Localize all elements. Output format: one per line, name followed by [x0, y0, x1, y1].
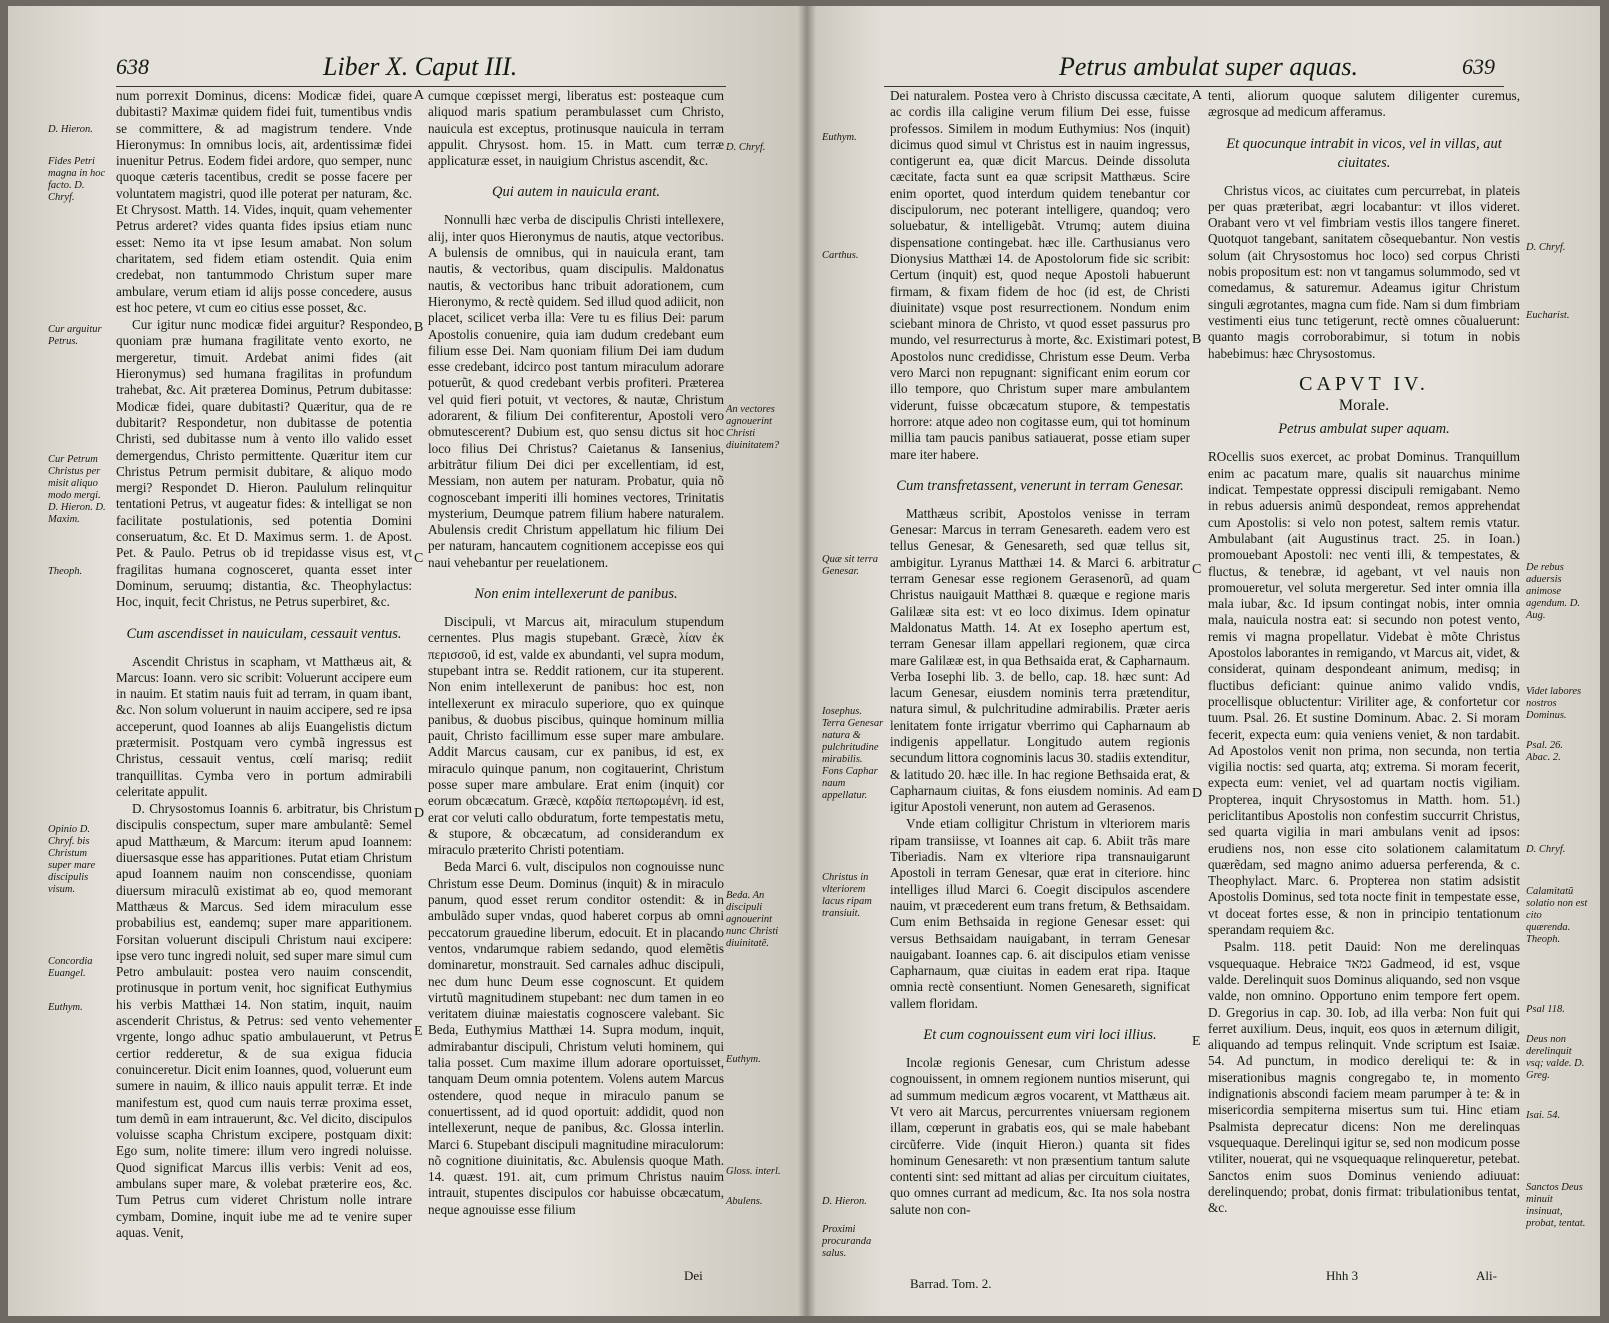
head-rule-right [884, 86, 1504, 87]
margin-note: Beda. An discipuli agnouerint nunc Christi diuinitatẽ. [726, 890, 779, 949]
lemma-heading: Non enim intellexerunt de panibus. [474, 586, 678, 603]
margin-note: Videt labores nostros Dominus. [1526, 686, 1582, 721]
head-rule-left [116, 86, 726, 87]
text-column-2 [428, 88, 724, 1313]
signature-mark: Hhh 3 [1326, 1268, 1359, 1283]
paragraph: cumque cœpisset mergi, liberatus est: posteaque cum aliquod maris spatium perambulasset cum Christo, nauicula est exceptus, protinusque nauicula in terram appulit. Chrysost. hom. 15. in Matt. cum terræ applicaturæ esset, in nauigium Christus ascendit, &c. [428, 88, 724, 169]
section-letter: A [414, 88, 425, 103]
right-page [804, 6, 1600, 1316]
paragraph: Matthæus scribit, Apostolos venisse in terram Genesar: Marcus in terram Genesareth. eadem vero est tellus Genesar, & Genesareth, sed quæ tellus sit, ambigitur. Lyranus Matthæi 14. & Marci 6. arbitratur terram Genesar esse regionem Gerasenorũ, ad quam Christus nauigauit Matthæi 8. quæque e regione maris Galilææ sita est: vt eo loco diximus. Idem opinatur Maldonatus Matth. 14. At ex Iosepho apertum est, terram Genesar illam appellari regionem, quæ circa mare Galilææ est, in qua Bethsaida erat, & Capharnaum. Verba Iosephi lib. 3. de bello, cap. 18. hæc sunt: Ad lacum Genesar, eiusdem nominis terra prætenditur, natura simul, & pulchritudine admirabilis. Præter aeris lenitatem fonte irrigatur vberrimo qui Capharnaum ab indigenis appellatur. Longitudo autem regionis secundum littora cognominis lacus 30. stadiis extenditur, & latitudo 20. hæc ille. In hac regione Bethsaida erat, & Capharnaum ciuitas, & fons eiusdem nominis. Ad eam igitur Apostoli venerunt, non autem ad Gerasenos. [890, 505, 1190, 815]
section-letter: C [1192, 562, 1202, 577]
text-column-2 [1208, 88, 1520, 1278]
lemma-heading: Qui autem in nauicula erant. [492, 184, 660, 201]
margin-note: Abulens. [726, 1196, 763, 1207]
paragraph: Psalm. 118. petit Dauid: Non me derelinquas vsquequaque. Hebraice גמאד Gadmeod, id est, vsque valde. Derelinquit suos Dominus aliquando, sed non vsque valde, non omnino. Opportuno enim tempore fert opem. D. Gregorius in cap. 30. Iob, ad illa verba: Non fuit qui ferret auxilium. Deus, inquit, eos quos in æternum diligit, aliquando ad tempus relinquit. Vnde scriptum est Isaiæ. 54. Ad punctum, in modico dereliqui te: & in miserationibus magnis congregabo te, in momento indignationis abscondi faciem meam parumper à te: & in misericordia sempiterna misertus sum tui. Hinc etiam Psalmista deprecatur dicens: Non me derelinquas vsquequaque. Derelinqui igitur se, sed non modicum posse vtiliter, nouerat, qui ne vsquequaque relinqueretur, petebat. Sanctos enim suos Dominus veniendo adiuuat: derelinquendo; probat, donis firmat: tribulationibus tentat, &c. [1208, 939, 1520, 1216]
paragraph: Incolæ regionis Genesar, cum Christum adesse cognouissent, in omnem regionem nuntios miserunt, qui ad summum medicum ægros vocarent, vt Matthæus ait. Vt vero ait Marcus, percurrentes vniuersam regionem illam, cœperunt in grabatis eos, qui se male habebant circũferre. Vide (inquit Hieron.) quanta sit fides hominum Genesareth: vt non præsentium tantum salute contenti sint: sed mittant ad alias per circuitum ciuitates, quo omnes currant ad medicum, &c. Ita nos sola nostra salute non con- [890, 1055, 1190, 1217]
paragraph: num porrexit Dominus, dicens: Modicæ fidei, quare dubitasti? Maximæ quidem fidei fuit, tumentibus vndis se committere, & ad magistrum tendere. Vnde Hieronymus: In omnibus locis, ait, ardentissimæ fidei inuenitur Petrus. Eodem fidei ardore, quo semper, nunc quoque cæteris tacentibus, credit se posse facere per voluntatem magistri, quod ille poterat per naturam, &c. Et Chrysost. Matth. 14. Vides, inquit, quam vehementer Petrus arderet? vides quanta fides ipsius etiam nunc esset: Nemo ita vt ipse Iesum amabat. Non solum charitatem, sed fidem etiam ostendit. Quia enim credebat, non tantummodo Christum super mare ambulare, verum etiam id alijs posse concedere, ausus est hoc petere, vt cum eo citius esse posset, &c. [116, 88, 412, 315]
margin-note: D. Hieron. [822, 1196, 867, 1207]
lemma-heading: Et quocunque intrabit in vicos, vel in villas, aut ciuitates. [1226, 135, 1502, 171]
paragraph: Nonnulli hæc verba de discipulis Christi intellexere, alij, inter quos Hieronymus de nautis, atque vectoribus. A bulensis de omnibus, qui in nauicula erant, tam nautis, & vectoribus, quam discipulis. Maldonatus nautis, & vectoribus hanc tribuit adorationem, cum Hieronymo, & rectè quidem. Sed illud quod adiicit, non placet, scilicet verba illa: Vere tu es filius Dei: parum Apostolis conuenire, quia iam dudum credebant eum filium esse Dei. Nam quoniam filium Dei iam dudum esse credebant, idcirco post tantum miraculum adorare potuerũt, & quod credebant verbis profiteri. Præterea vel quid fieri potuit, vt vectores, & nautæ, Christum adorarent, & filium Dei confiterentur, Apostoli vero obmutescerent? Dubium est, quo sensu dictus sit hoc loco filius Dei Christus? Caietanus & Iansenius, arbitrãtur filium Dei dici per excellentiam, id est, Messiam, non autem per naturam. Probatur, quia nõ cognoscebant imperiti illi homines vectores, Trinitatis mysterium, Deumque patrem filium habere naturalem. Abulensis credit Christum appellatum hic filium Dei per naturam, hancautem cognitionem accepisse eos qui naui vehebantur per reuelationem. [428, 212, 724, 570]
catchword-right: Ali- [1476, 1268, 1497, 1283]
margin-note: D. Chryf. [1526, 242, 1566, 253]
margin-note: D. Chryf. [1526, 844, 1566, 855]
margin-note: Sanctos Deus minuit insinuat, probat, tentat. [1526, 1182, 1586, 1229]
running-head-right: Petrus ambulat super aquas. [1059, 52, 1358, 81]
margin-note: Opinio D. Chryf. bis Christum super mare discipulis visum. [48, 824, 96, 895]
footer-note: Barrad. Tom. 2. [910, 1276, 992, 1291]
catchword-left: Dei [684, 1268, 703, 1283]
margin-note: Psal. 26. Abac. 2. [1526, 740, 1564, 763]
margin-note: D. Hieron. [48, 124, 93, 135]
section-letter: E [414, 1024, 423, 1039]
paragraph: Christus vicos, ac ciuitates cum percurrebat, in plateis per quas præteribat, ægri locabantur: vt illos videret. Orabant vero vt vel fimbriam vestis illos tangere fineret. Quotquot tangebant, sanitatem cõsequebantur. Non vestis solum (ait Chrysostomus hoc loco) sed corpus Christi nobis propositum est: non vt tangamus solummodo, sed vt comedamus, & saturemur. Adeamus igitur Christum singuli ægrotantes, magna cum fide. Nam si dum fimbriam vestimenti eius tunc tetigerunt, rectè omnes cõualuerunt: quanto magis corroborabimur, si totum in nobis habebimus: hæc Chrysostomus. [1208, 182, 1520, 361]
page-number-right: 639 [1462, 54, 1495, 79]
margin-note: Euthym. [822, 132, 857, 143]
text-column-1 [890, 88, 1190, 1278]
paragraph: Beda Marci 6. vult, discipulos non cognouisse nunc Christum esse Deum. Dominus (inquit) & in miraculo panum, quod esset rerum conditor ostendit: & in ambulãdo super vndas, quod haberet corpus ab omni peccatorum grauedine liberum, edocuit. Et in placando ventos, vndarumque rabiem sedando, quod elemẽtis dominaretur, monstrauit. Sed carnales adhuc discipuli, nec dum hunc Deum esse cognoscunt. Et quidem virtutũ magnitudinem stupebant: nec dum tamen in eo veritatem diuinæ maiestatis cognoscere valebant. Sic Beda, Euthymius Matthæi 14. Supra modum, inquit, admirabantur discipuli, Christum veluti hominem, qui talia posset. Cum maxime illum adorare oportuisset, tanquam Deum omnia potentem. Volens autem Marcus ostendere, quod neque in miraculo panum se conuertissent, ad id quod oportuit: addidit, quod non intellexerunt, neque de panibus, &c. Glossa interlin. Marci 6. Stupebant discipuli magnitudine miraculorum: nõ cognitione diuinitatis, &c. Abulensis quoque Math. 14. quæst. 191. ait, cum primum Christus nauim intrauit, stupentes discipulos cor habuisse obcæcatum, neque agnouisse esse filium [428, 859, 724, 1217]
margin-note: Psal 118. [1526, 1004, 1565, 1015]
paragraph: D. Chrysostomus Ioannis 6. arbitratur, bis Christum discipulis conspectum, super mare ambulantẽ: Semel apud Matthæum, & Marcum: iterum apud Ioannem: diuersasque esse has apparitiones. Putat etiam Christum apud Ioannem nauim non conscendisse, quoniam diuersum miraculũ existimat ab eo, quod memorant Matthæus & Marcus. Sed idem miraculum esse probabilius est, eandemq; super mare apparitionem. Forsitan voluerunt discipuli Christum naui excipere: ipse vero tunc ingredi noluit, sed super mare simul cum Petro ambulauit: postea vero nauim conscendit, protinusque in portum venit, hoc significat Euthymius his verbis Matthæi 14. Non statim, inquit, nauim ascenderit Christus, & Petrus: sed vento vehementer vrgente, longo adhuc spatio ambulauerunt, vt Petrus certior redderetur, & de sua exigua fiducia conuinceretur. Dicit enim Ioannes, quod, voluerunt eum sumere in nauim, & illico nauis appulit terræ. Et inde manifestum est, quod cum nauis terræ proxima esset, tum demũ in eam intrauerunt, &c. Vel dicito, discipulos voluisse scapha Christum excipere, postquam dixit: Ego sum, nolite timere: illum vero ingredi noluisse. Quod significat Marcus illis verbis: Venit ad eos, ambulans super mare, & volebat præterire eos, &c. Tum Petrus cum videret Christum nolle intrare cymbam, Domine, inquit iube me ad te venire super aquas. Venit, [116, 801, 412, 1240]
section-letter: D [414, 806, 425, 821]
margin-note: Theoph. [48, 566, 83, 577]
margin-note: De rebus aduersis animose agendum. D. Aug. [1526, 562, 1580, 621]
margin-note: Gloss. interl. [726, 1166, 781, 1177]
book-spread [8, 6, 1600, 1316]
margin-note: Cur arguitur Petrus. [48, 324, 102, 347]
margin-note: Euthym. [726, 1054, 761, 1065]
margin-note: Proximi procuranda salus. [822, 1224, 872, 1259]
margin-note: Calamitatũ solatio non est cito quærenda. Theoph. [1526, 886, 1588, 945]
paragraph: tenti, aliorum quoque salutem diligenter curemus, ægrosque ad medicum afferamus. [1208, 88, 1520, 120]
margin-note: Eucharist. [1526, 310, 1570, 321]
chapter-heading: CAPVT IV. [1299, 372, 1429, 395]
section-heading: Morale. [1338, 397, 1390, 415]
margin-note: D. Chryf. [726, 142, 766, 153]
section-letter: A [1192, 88, 1203, 103]
margin-note: Quæ sit terra Genesar. [822, 554, 879, 577]
running-head-left: Liber X. Caput III. [323, 52, 518, 81]
paragraph: Cur igitur nunc modicæ fidei arguitur? Respondeo, quoniam præ humana fragilitate vento exorto, ne mergeretur, timuit. Ardebat animi fides (ait Hieronymus) sed humana fragilitas in profundum trahebat, &c. Ait præterea Dominus, Petrum dubitasse: Modicæ fidei, quare dubitasti? Quæritur, qua de re dubitarit? Respondetur, non dubitasse de potentia Christi, sed dubitasse num à vento illo valido esset demergendus, Christo permittente. Quæritur item cur Christus Petrum permisit dubitare, & aliquo modo mergi? Respondet D. Hieron. Paululum relinquitur tentationi Petrus, vt augeatur fides: & intelligat se non facilitate postulationis, sed potentia Domini conseruatum, &c. Et D. Maximus serm. 1. de Apost. Pet. & Paulo. Petrus ob id trepidasse visus est, vt fragilitas humana cognosceret, quanta esset inter Dominum, seruumq; distantia, &c. Theophylactus: Hoc, inquit, fecit Christus, ne Petrus superbiret, &c. [116, 317, 412, 610]
lemma-heading: Cum transfretassent, venerunt in terram Genesar. [896, 477, 1184, 494]
margin-note: An vectores agnouerint Christi diuinitatem? [726, 404, 780, 451]
margin-note: Isai. 54. [1526, 1110, 1561, 1121]
section-letter: B [414, 320, 424, 335]
page-number-left: 638 [116, 54, 149, 79]
section-letter: D [1192, 786, 1203, 801]
paragraph: Discipuli, vt Marcus ait, miraculum stupendum cernentes. Plus magis stupebant. Græcè, λίαν ἐκ περισσοῦ, id est, valde ex abundanti, vel supra modum, stupebant intra se. Reddit rationem, cur ita stuperent. Non enim intellexerunt de panibus: hoc est, non intellexerunt ex miraculo superiore, quo ex quinque panibus, & duobus piscibus, quinque hominum millia pauit, Christo facillimum esse super mare ambulare. Addit Marcus causam, cur ex panibus, id est, ex miraculo quinque panum, non cogitauerint, Christum posse super mare ambulare. Erat enim (inquit) cor eorum obcæcatum. Græcè, καρδία πεπωρωμένη. id est, erat cor veluti callo obduratum, forte tempestatis metu, & stupore, & obcæcatum, ad considerandum ex miraculo præterito Christi potentiam. [428, 614, 724, 858]
margin-note: Concordia Euangel. [48, 956, 93, 979]
paragraph: Vnde etiam colligitur Christum in vlteriorem maris ripam transiisse, vt Ioannes ait cap. 6. Abiit trãs mare Tiberiadis. Nam ex vlteriore ripa transnauigarunt Apostoli in terram Genesar, quæ erat in citeriore. hinc intelliges illud Marci 6. Coegit discipulos ascendere nauim, vt præcederent eum trans fretum, & Bethsaidam. Cum enim Bethsaida in regione Genesar esset: qui versus Bethsaidam nauigabant, in terram Genesar nauigabant. Ioannes cap. 6. ait discipulos etiam venisse Capharnaum, quæ ciuitas in eadem erat ripa. Itaque omnia rectè consentiunt. Nomen Genesareth, significat vallem floridam. [890, 816, 1190, 1011]
section-letter: E [1192, 1034, 1201, 1049]
text-column-1 [116, 88, 412, 1313]
lemma-heading: Petrus ambulat super aquam. [1278, 421, 1450, 438]
left-page [8, 6, 804, 1316]
margin-note: Christus in vlteriorem lacus ripam transiuit. [822, 872, 872, 919]
paragraph: Dei naturalem. Postea vero à Christo discussa cæcitate, ac cordis illa caligine verum filium Dei esse, fuisse professos. Similem in modum Euthymius: Nos (inquit) dicimus quod simul vt Christus est in nauim ingressus, contigerunt ea, quæ dicit Marcus. Deinde dissoluta cæcitate, facta sunt ea quæ scripsit Matthæus. Scire enim oportet, quod interdum quidem tenebantur cor discipulorum, nec poterant intelligere, quandoq; vero soluebatur, & intelligebãt. Vtrumq; autem diuina dispensatione contingebat. hæc ille. Carthusianus vero Dionysius Matthæi 14. de Apostolorum fide sic scribit: Certum (inquit) est, quod neque Apostoli habuerunt firmam, & fixam fidem de hoc (id est, de Christi diuinitate) vsque post resurrectionem. Nondum enim sciebant minora de Christo, vt quod esset passurus pro mundo, vel resurrecturus à morte, &c. Existimari potest, Apostolos nunc credidisse, Christum esse Deum. Verba vero Marci non repugnant: significant enim eorum cor illo tempore, quo Christum super mare ambulantem viderunt, fuisse obcæcatum stupore, & tempestatis horrore: atque adeo non cogitasse eum, qui tot hominum millia tam paucis panibus satiauerat, posse etiam super mare iter habere. [890, 88, 1190, 462]
margin-note: Fides Petri magna in hoc facto. D. Chryf. [48, 156, 106, 203]
paragraph: Ascendit Christus in scapham, vt Matthæus ait, & Marcus: Ioann. vero sic scribit: Voluerunt accipere eum in nauim. Et statim nauis fuit ad terram, in quam ibant, &c. Non solum voluerunt in nauim accipere, sed re ipsa acceperunt, quod Ioannes ab alijs Euangelistis dictum prætermisit. Postquam vero cymbã ingressus est Christus, cessauit ventus, cœlí marisq; rediit tranquillitas. Cymba vero in portum admirabili celeritate appulit. [116, 653, 412, 799]
paragraph: ROcellis suos exercet, ac probat Dominus. Tranquillum enim ac pacatum mare, qualis sit nauarchus minime indicat. Tempestate oppressi discipuli remigabant. Nemo in rebus aduersis animũ despondeat, remos apprehendat cum Apostolis: si velo non potest, saltem remis vtatur. Ambulabant (ait Augustinus tract. 25. in Ioan.) promouebant Apostoli: nec venti illi, & tempestates, & fluctus, & tenebræ, id agebant, vt vel nauis non promoueretur, vel soluta mergeretur. Sed inter omnia illa mala iubar, &c. Id ipsum contingat nobis, inter omnia mala, nauicula nostra eat: si secundo non potest vento, remis vi magna propellatur. Videbat è mõte Christus Apostolos laborantes in remigando, vt Marcus ait, videt, & considerat, quinam despondeant animum, medisq; in fluctibus deficiant: quinue animo valido vndis, procellisque obluctentur: Viriliter age, & confortetur cor tuum. Psal. 26. Et sustine Dominum. Abac. 2. Si moram fecerit, expecta eum: quia veniens veniet, & non tardabit. Ad Apostolos venit non prima, non secunda, non tertia vigilia noctis: sed quarta, atq; extrema. Si moram fecerit, expecta eum: veniet, vel ad quartam noctis vigiliam. Propterea, inquit Chrysostomus in Matth. hom. 51.) periclitantibus Apostolis non confestim succurrit Christus, sed quarta vigilia in mari ambulans venit ad ipsos: erudiens nos, non esse cito solationem calamitatum quærẽdam, sed magno animo aduersa perferenda, & c. Theophylact. Marc. 6. Propterea non statim adsistit Apostolis Dominus, sed tota nocte finit in tempestate esse, vt doceat fortes esse, & non in principio tentationum sperandam requiem &c. [1208, 449, 1520, 938]
section-letter: C [414, 551, 424, 566]
margin-note: Carthus. [822, 250, 859, 261]
margin-note: Cur Petrum Christus per misit aliquo modo mergi. D. Hieron. D. Maxim. [48, 454, 106, 525]
book-gutter [798, 6, 816, 1316]
margin-note: Euthym. [48, 1002, 83, 1013]
section-letter: B [1192, 332, 1202, 347]
lemma-heading: Cum ascendisset in nauiculam, cessauit ventus. [126, 625, 402, 642]
lemma-heading: Et cum cognouissent eum viri loci illius. [923, 1027, 1157, 1044]
margin-note: Iosephus. Terra Genesar natura & pulchritudine mirabilis. Fons Caphar naum appellatur. [822, 706, 884, 801]
margin-note: Deus non derelinquit vsq; valde. D. Greg. [1526, 1034, 1585, 1081]
